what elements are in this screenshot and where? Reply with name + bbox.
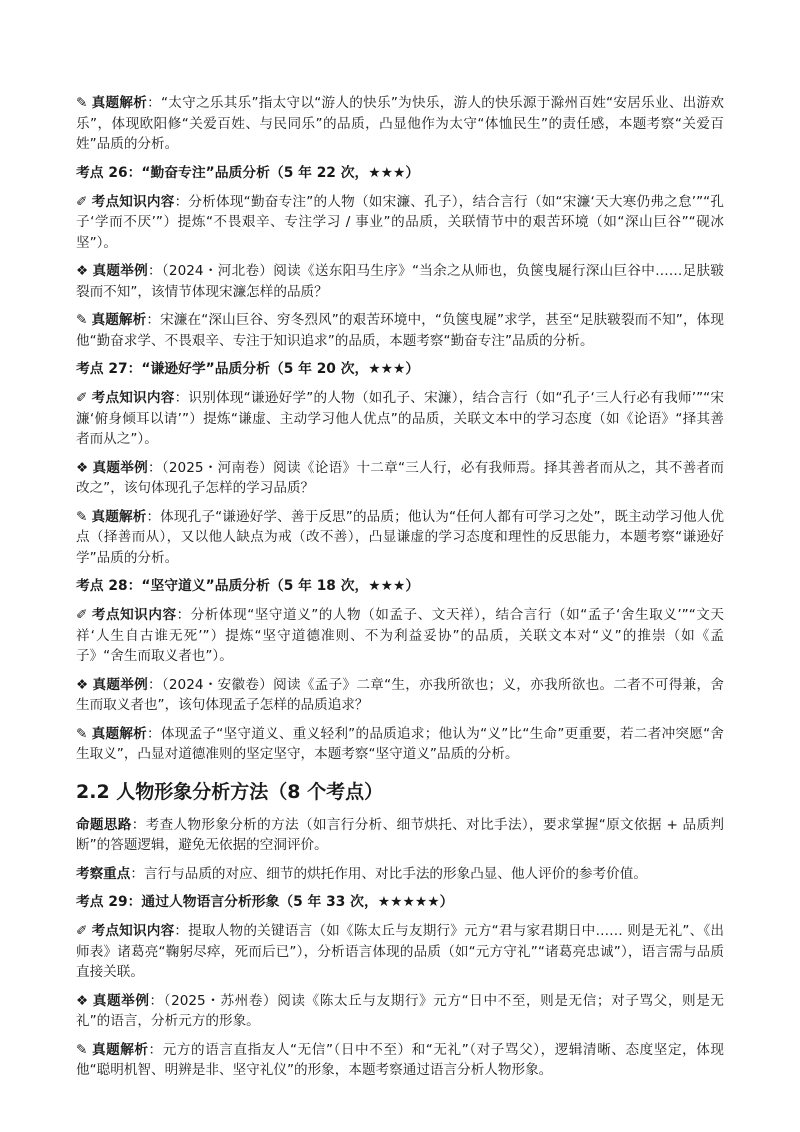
example-paragraph bbox=[76, 261, 724, 302]
diamond-bullet-icon: ❖ bbox=[76, 459, 89, 476]
section-2-2-title: 2.2 人物形象分析方法（8 个考点） bbox=[76, 780, 384, 803]
paragraph-label: 考察重点 bbox=[76, 865, 131, 882]
knowledge-paragraph bbox=[76, 192, 724, 254]
analysis-paragraph bbox=[76, 724, 724, 765]
example-paragraph bbox=[76, 675, 724, 716]
kaodian-26-heading: 考点 26：“勤奋专注”品质分析（5 年 22 次，★★★） bbox=[76, 164, 420, 181]
paragraph-text: ：（2024・河北卷）阅读《送东阳马生序》“当余之从师也，负箧曳屣行深山巨谷中……足肤皲裂而不知”，该情节体现宋濂怎样的品质？ bbox=[76, 263, 724, 300]
paragraph-label: 考点知识内容 bbox=[91, 607, 177, 623]
paragraph-label: 考点知识内容 bbox=[91, 193, 175, 210]
pencil-outline-icon: ✐ bbox=[76, 193, 88, 210]
diamond-bullet-icon: ❖ bbox=[76, 263, 89, 279]
pencil-icon: ✎ bbox=[76, 508, 88, 525]
paragraph-label: 真题解析 bbox=[91, 312, 147, 328]
kaodian-29-heading: 考点 29：通过人物语言分析形象（5 年 33 次，★★★★★） bbox=[76, 894, 454, 910]
analysis-paragraph bbox=[76, 310, 724, 351]
paragraph-text: ：考查人物形象分析的方法（如言行分析、细节烘托、对比手法），要求掌握“原文依据 + 品质判断”的答题逻辑，避免无依据的空洞评价。 bbox=[76, 816, 725, 853]
paragraph-label: 真题举例 bbox=[92, 676, 148, 693]
paragraph-text: ：（2024・安徽卷）阅读《孟子》二章“生，亦我所欲也；义，亦我所欲也。二者不可得兼，舍生而取义者也”，该句体现孟子怎样的品质追求？ bbox=[76, 676, 724, 713]
analysis-paragraph bbox=[76, 507, 724, 569]
paragraph-text: ：（2025・河南卷）阅读《论语》十二章“三人行，必有我师焉。择其善者而从之，其不善者而改之”，该句体现孔子怎样的学习品质？ bbox=[76, 459, 724, 496]
paragraph-text: ：识别体现“谦逊好学”的人物（如孔子、宋濂），结合言行（如“孔子‘三人行必有我师’”“宋濂‘俯身倾耳以请’”）提炼“谦虚、主动学习他人优点”的品质，关联文本中的学习态度（如《论语》“择其善者而从之”）。 bbox=[76, 390, 724, 447]
paragraph-label: 真题解析 bbox=[91, 1041, 149, 1058]
paragraph-label: 真题举例 bbox=[92, 459, 148, 476]
paragraph-text: ：分析体现“勤奋专注”的人物（如宋濂、孔子），结合言行（如“宋濂‘天大寒仍弗之怠’”“孔子‘学而不厌’”）提炼“不畏艰辛、专注学习 / 事业”的品质，关联情节中的艰苦环境（如“深山巨谷”“砚冰坚”）。 bbox=[76, 193, 724, 251]
paragraph-label: 考点知识内容 bbox=[91, 923, 175, 939]
kaodian-28-heading: 考点 28：“坚守道义”品质分析（5 年 18 次，★★★） bbox=[76, 578, 420, 594]
pencil-outline-icon: ✐ bbox=[76, 607, 88, 623]
diamond-bullet-icon: ❖ bbox=[76, 676, 89, 693]
paragraph-text: ：宋濂在“深山巨谷、穷冬烈风”的艰苦环境中，“负箧曳屣”求学，甚至“足肤皲裂而不知”，体现他“勤奋求学、不畏艰辛、专注于知识追求”的品质，本题考察“勤奋专注”品质的分析。 bbox=[76, 312, 724, 349]
kaodian-27-heading: 考点 27：“谦逊好学”品质分析（5 年 20 次，★★★） bbox=[76, 361, 420, 377]
paragraph-text: ：（2025・苏州卷）阅读《陈太丘与友期行》元方“日中不至，则是无信；对子骂父，则是无礼”的语言，分析元方的形象。 bbox=[76, 992, 725, 1029]
pencil-outline-icon: ✐ bbox=[76, 390, 88, 406]
paragraph-text: ：言行与品质的对应、细节的烘托作用、对比手法的形象凸显、他人评价的参考价值。 bbox=[130, 865, 647, 882]
paragraph-label: 真题解析 bbox=[91, 508, 147, 525]
analysis-paragraph bbox=[76, 1040, 724, 1081]
paragraph-label: 真题解析 bbox=[91, 725, 148, 742]
pencil-icon: ✎ bbox=[76, 95, 88, 111]
knowledge-paragraph bbox=[76, 921, 724, 983]
paragraph-text: ：体现孔子“谦逊好学、善于反思”的品质；他认为“任何人都有可学习之处”，既主动学习他人优点（择善而从），又以他人缺点为戒（改不善），凸显谦虚的学习态度和理性的反思能力，本题考察“谦逊好学”品质的分析。 bbox=[76, 508, 725, 566]
key-points-paragraph bbox=[76, 864, 724, 885]
pencil-icon: ✎ bbox=[76, 312, 88, 328]
pencil-outline-icon: ✐ bbox=[76, 923, 88, 939]
paragraph-label: 真题举例 bbox=[92, 263, 148, 279]
paragraph-text: ：体现孟子“坚守道义、重义轻利”的品质追求；他认为“义”比“生命”更重要，若二者冲突愿“舍生取义”，凸显对道德准则的坚定坚守，本题考察“坚守道义”品质的分析。 bbox=[76, 725, 725, 762]
paragraph-label: 真题举例 bbox=[92, 992, 150, 1009]
paragraph-text: ：元方的语言直指友人“无信”（日中不至）和“无礼”（对子骂父），逻辑清晰、态度坚定，体现他“聪明机智、明辨是非、坚守礼仪”的形象，本题考察通过语言分析人物形象。 bbox=[76, 1041, 724, 1078]
paragraph-label: 考点知识内容 bbox=[91, 390, 175, 406]
example-paragraph bbox=[76, 991, 724, 1032]
pencil-icon: ✎ bbox=[76, 1041, 88, 1058]
paragraph-text: ：分析体现“坚守道义”的人物（如孟子、文天祥），结合言行（如“孟子‘舍生取义’”“文天祥‘人生自古谁无死’”）提炼“坚守道德准则、不为利益妥协”的品质，关联文本对“义”的推崇（如《孟子》“舍生而取义者也”）。 bbox=[76, 607, 724, 664]
proposition-idea-paragraph bbox=[76, 815, 724, 856]
knowledge-paragraph bbox=[76, 605, 724, 667]
analysis-paragraph bbox=[76, 93, 724, 155]
pencil-icon: ✎ bbox=[76, 725, 88, 742]
example-paragraph bbox=[76, 458, 724, 499]
knowledge-paragraph bbox=[76, 388, 724, 450]
paragraph-text: ：“太守之乐其乐”指太守以“游人的快乐”为快乐，游人的快乐源于滁州百姓“安居乐业、出游欢乐”，体现欧阳修“关爱百姓、与民同乐”的品质，凸显他作为太守“体恤民生”的责任感，本题考察“关爱百姓”品质的分析。 bbox=[76, 95, 724, 152]
paragraph-label: 命题思路 bbox=[76, 816, 132, 833]
paragraph-text: ：提取人物的关键语言（如《陈太丘与友期行》元方“君与家君期日中…… 则是无礼”、《出师表》诸葛亮“鞠躬尽瘁，死而后已”），分析语言体现的品质（如“元方守礼”“诸葛亮忠诚”），语言需与品质直接关联。 bbox=[76, 923, 725, 980]
paragraph-label: 真题解析 bbox=[91, 95, 148, 111]
diamond-bullet-icon: ❖ bbox=[76, 992, 89, 1009]
